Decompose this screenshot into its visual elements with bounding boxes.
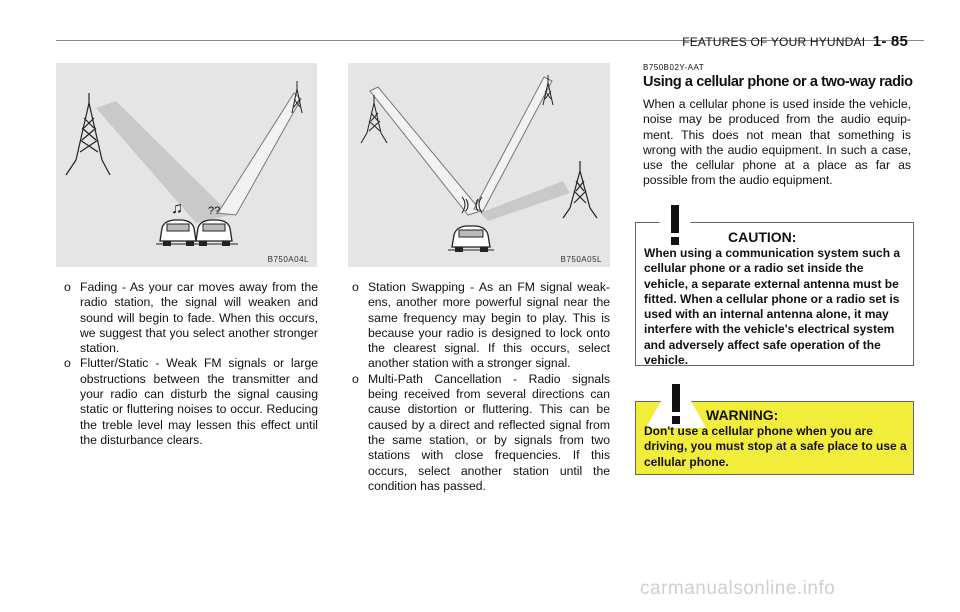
bullet-marker: o bbox=[352, 280, 359, 294]
page-number: 1- 85 bbox=[872, 33, 908, 50]
multipath-illustration bbox=[348, 63, 610, 267]
section-paragraph: When a cellular phone is used inside the vehicle, noise may be produced from the audio equip-ment. This does not mean that something is wrong with the audio equipment. In such a case, use the cellular phone at a place as far as possible from the audio equipment. bbox=[643, 97, 911, 188]
left-column bbox=[64, 280, 318, 448]
warning-text: Don't use a cellular phone when you are driving, you must stop at a safe place to use a cellular phone. bbox=[644, 424, 907, 469]
radio-tower-icon bbox=[563, 161, 597, 218]
signal-beam-left bbox=[370, 87, 481, 215]
car-icon bbox=[156, 220, 202, 246]
bullet-station-swapping bbox=[352, 280, 610, 372]
bullet-marker: o bbox=[64, 356, 71, 371]
fading-illustration bbox=[56, 63, 317, 267]
music-note-icon: ♫ bbox=[171, 200, 183, 217]
figure-station-swapping bbox=[348, 63, 610, 267]
signal-beam-right bbox=[218, 93, 301, 215]
car-icon bbox=[194, 220, 238, 246]
watermark: carmanualsonline.info bbox=[640, 578, 836, 599]
caution-title: CAUTION: bbox=[728, 229, 797, 245]
caution-icon bbox=[643, 193, 707, 251]
figure-code: B750A05L bbox=[560, 255, 602, 264]
section-title: Using a cellular phone or a two-way radio bbox=[643, 74, 913, 90]
bullet-text: Fading - As your car moves away from the radio station, the signal will weaken and sound will begin to fade. When this occurs, we suggest that you select another stronger station. bbox=[80, 280, 318, 356]
bullet-text: Flutter/Static - Weak FM signals or large obstructions between the transmitter and your radio can disturb the signal causing static or fluttering noises to occur. Reducing the treble level may lessen this effect until the disturbance clears. bbox=[80, 356, 318, 447]
bullet-marker: o bbox=[64, 280, 71, 294]
car-icon bbox=[448, 226, 494, 252]
bullet-marker: o bbox=[352, 371, 359, 386]
bullet-multipath bbox=[352, 372, 610, 494]
question-marks: ?? bbox=[208, 205, 221, 217]
bullet-fading bbox=[64, 280, 318, 356]
radio-tower-icon bbox=[66, 93, 110, 175]
warning-icon bbox=[644, 372, 708, 430]
middle-column bbox=[352, 280, 610, 494]
warning-box bbox=[635, 401, 914, 475]
figure-code: B750A04L bbox=[267, 255, 309, 264]
bullet-text: Station Swapping - As an FM signal weak-ens, another more powerful signal near the same frequency may begin to play. This is because your radio is designed to lock onto the clearest signal. If this occurs, select another station with a stronger signal. bbox=[368, 280, 610, 371]
figure-fading bbox=[56, 63, 317, 267]
section-code: B750B02Y-AAT bbox=[643, 63, 705, 72]
bullet-text: Multi-Path Cancellation - Radio signals being received from several directions can cause distortion or fluttering. This can be caused by a direct and reflected signal from the same station, or by signals from two stations with close frequencies. If this occurs, select another station until the condition has passed. bbox=[368, 371, 610, 493]
caution-box bbox=[635, 222, 914, 366]
header-section: FEATURES OF YOUR HYUNDAI bbox=[682, 35, 866, 49]
bullet-flutter-static bbox=[64, 356, 318, 448]
page-header bbox=[682, 33, 908, 50]
caution-text: When using a communication system such a cellular phone or a radio set inside the vehicle, a separate external antenna must be fitted. When a cellular phone or a radio set is used with an internal antenna alone, it may interfere with the vehicle's electrical system and adversely affect safe operation of the vehicle. bbox=[644, 246, 901, 368]
warning-title: WARNING: bbox=[706, 407, 779, 423]
